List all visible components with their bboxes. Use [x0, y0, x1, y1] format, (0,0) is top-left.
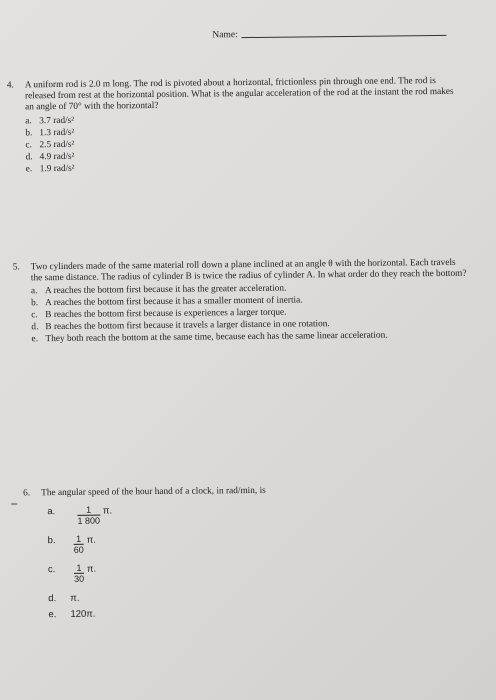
- fraction-denominator: 1 800: [77, 515, 101, 527]
- option-text: 3.7 rad/s²: [39, 115, 75, 126]
- option-letter: b.: [31, 298, 39, 309]
- option-letter: d.: [25, 151, 33, 162]
- option-e: [48, 604, 472, 622]
- option-text: B reaches the bottom first because it travels a larger distance in one rotation.: [45, 319, 330, 333]
- answer-options: [47, 501, 472, 622]
- margin-mark: [11, 503, 17, 504]
- question-number: 6.: [23, 488, 31, 499]
- option-letter: a.: [47, 506, 56, 518]
- fraction: [74, 534, 84, 555]
- option-c: [48, 559, 472, 584]
- fraction-denominator: 60: [73, 544, 84, 556]
- fraction-numerator: 1: [76, 533, 82, 545]
- option-text: 120π.: [70, 608, 96, 621]
- fraction-numerator: 1: [86, 504, 92, 515]
- option-text: A reaches the bottom first because it has a smaller moment of inertia.: [45, 295, 303, 309]
- option-e: [31, 330, 391, 346]
- question-stem: The angular speed of the hour hand of a clock, in rad/min, is: [41, 485, 266, 499]
- option-letter: b.: [25, 127, 33, 138]
- option-a: [47, 501, 471, 526]
- option-text: π.: [70, 593, 80, 605]
- option-text: They both reach the bottom at the same time, because each has the same linear acceleration.: [45, 330, 388, 345]
- option-text: B reaches the bottom first because is experiences a larger torque.: [45, 308, 287, 321]
- option-text: 4.9 rad/s²: [39, 151, 75, 162]
- option-suffix: π.: [86, 534, 96, 546]
- option-text: 1.9 rad/s²: [39, 163, 75, 174]
- name-label: Name:: [212, 30, 238, 41]
- option-letter: c.: [25, 139, 33, 150]
- name-field: [212, 28, 446, 40]
- option-letter: e.: [31, 334, 39, 345]
- fraction: [74, 563, 84, 584]
- option-suffix: π.: [102, 505, 113, 517]
- option-b: [48, 530, 472, 555]
- question-stem: Two cylinders made of the same material roll down a plane inclined at an angle θ with the horizontal. Each travels the same distance. The radius of cylinder B is twice the radius of cylinder A. In what order do they reach the bottom?: [30, 257, 467, 284]
- option-letter: b.: [47, 535, 56, 547]
- option-letter: a.: [25, 115, 32, 126]
- answer-options: [25, 110, 456, 174]
- option-letter: e.: [48, 609, 57, 621]
- fraction-denominator: 30: [74, 573, 85, 585]
- option-text: A reaches the bottom first because it has the greater acceleration.: [44, 284, 287, 297]
- option-text: 1.3 rad/s²: [39, 127, 75, 138]
- name-underline: [242, 35, 447, 38]
- question-number: 5.: [12, 262, 20, 273]
- option-suffix: π.: [86, 563, 97, 575]
- option-text: 2.5 rad/s²: [39, 139, 75, 150]
- option-letter: d.: [48, 593, 57, 605]
- fraction-numerator: 1: [76, 562, 82, 574]
- question-number: 4.: [6, 80, 14, 91]
- option-letter: d.: [31, 322, 39, 333]
- option-letter: a.: [30, 286, 38, 297]
- fraction: [77, 505, 100, 526]
- question-5: [12, 257, 470, 346]
- question-6: [23, 484, 472, 631]
- option-letter: c.: [47, 564, 56, 576]
- question-stem: A uniform rod is 2.0 m long. The rod is pivoted about a horizontal, frictionless pin through one end. The rod is released from rest at the horizontal position. What is the angular acceleration of the rod at the instant the rod makes an angle of 70° with the horizontal?: [24, 76, 454, 113]
- answer-options: [31, 281, 470, 346]
- option-letter: e.: [25, 163, 33, 174]
- question-4: [6, 76, 456, 175]
- option-letter: c.: [31, 310, 38, 321]
